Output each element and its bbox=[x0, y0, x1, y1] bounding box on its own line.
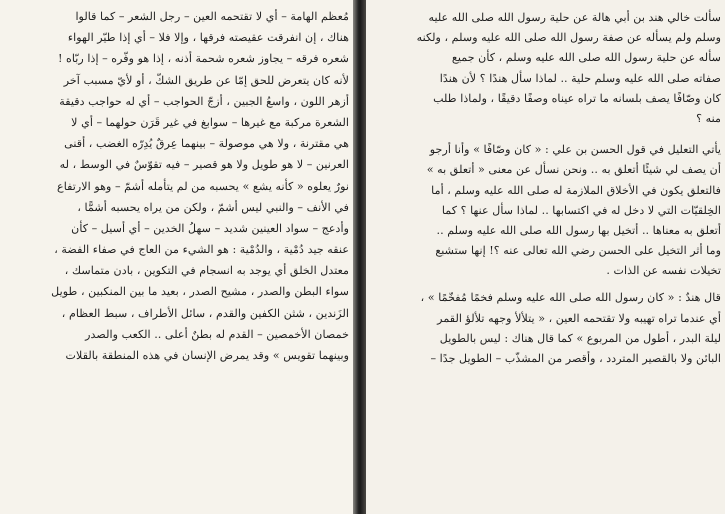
text-line: صفاته صلى الله عليه وسلم حلية .. لماذا سأل هندًا ؟ لأن هندًا bbox=[439, 71, 721, 85]
text-line: أي عندما تراه تهيبه ولا تقتحمه العين ، « يتلألأ وجهه تلألؤ القمر bbox=[437, 311, 721, 325]
text-line: الشعرة مركبة مع غيرها – سوابغ في غير قَرَن حولهما – أي لا bbox=[71, 115, 349, 129]
text-line: شعره فرقه – يجاوز شعره شحمة أذنه ، إذا هو وفّره – إذا ربّاه ! bbox=[57, 52, 349, 66]
paragraph bbox=[372, 288, 721, 369]
text-line: هي مقترنة ، ولا هي موصولة – بينهما عِرقٌ يُدِرّه الغضب ، أقنى bbox=[64, 137, 349, 151]
text-line: فالتعلق يكون في الأخلاق الملازمة له صلى الله عليه وسلم ، أما bbox=[431, 183, 721, 197]
text-line: أتعلق به معناها .. أتخيل بها رسول الله صلى الله عليه وسلم .. bbox=[436, 223, 721, 237]
text-line: ليلة البدر ، أطول من المربوع » كما قال هناك : ليس بالطويل bbox=[439, 331, 721, 345]
text-line: منه ؟ bbox=[696, 111, 721, 125]
text-line: خمصان الأخمصين – القدم له بطنٌ أعلى .. الكعب والصدر bbox=[85, 327, 349, 341]
paragraph bbox=[372, 140, 721, 281]
text-line: معتدل الخلق أي يوجد به انسجام في التكوين ، بادن متماسك ، bbox=[64, 264, 349, 278]
text-line: العرنين – لا هو طويل ولا هو قصير – فيه تقوّسٌ في الوسط ، له bbox=[59, 158, 349, 172]
text-line: سألت خالي هند بن أبي هالة عن حلية رسول الله صلى الله عليه bbox=[428, 11, 721, 24]
text-line: هناك ، إن انفرقت عقيصته فرقها ، وإلا فلا – أي إذا طيّر الهواء bbox=[67, 31, 349, 45]
text-line: وسلم ولم يسأله عن صفة رسول الله صلى الله عليه وسلم ، ولكنه bbox=[416, 31, 721, 45]
text-line: وما أثر التخيل على الحسن رضي الله تعالى عنه ؟! إنها ستشبع bbox=[435, 244, 721, 258]
book-gutter bbox=[353, 0, 366, 514]
text-line: مُعظم الهامة – أي لا تقتحمه العين – رجل الشعر – كما قالوا bbox=[75, 10, 349, 23]
paragraph-gap bbox=[372, 129, 721, 140]
text-line: تخيلات نفسه عن الذات . bbox=[606, 264, 721, 278]
right-page bbox=[366, 0, 725, 514]
left-page bbox=[0, 0, 353, 514]
text-line: الخِلقيّات التي لا دخل له في اكتسابها .. لماذا سأل عنها ؟ كما bbox=[441, 203, 721, 217]
text-line: وأدعج – سواد العينين شديد – سهلُ الخدين – أي أسيل – كأن bbox=[71, 221, 349, 235]
paragraph bbox=[372, 8, 721, 129]
text-line: أن يصف لي شيئًا أتعلق به .. ونحن نسأل عن معنى « أتعلق به » bbox=[426, 163, 721, 177]
text-line: عنقه جيد دُمْية ، والدُمْية : هو الشيء من العاج في صفاء الفضة ، bbox=[54, 243, 349, 257]
text-line: أزهر اللون ، واسعُ الجبين ، أزجّ الحواجب – أي له حواجب دقيقة bbox=[59, 94, 349, 108]
text-line: البائن ولا بالقصير المتردد ، وأقصر من المشذّب – الطويل جدًا – bbox=[430, 352, 721, 365]
text-line: سأله عن حلية رسول الله صلى الله عليه وسلم ، كأن جميع bbox=[451, 51, 721, 65]
text-line: لأنه كان يتعرض للحق إمّا عن طريق الشكّ ، أو لأيّ مسبب آخر bbox=[63, 73, 349, 87]
text-line: قال هندٌ : « كان رسول الله صلى الله عليه وسلم فخمًا مُفخّمًا » ، bbox=[420, 291, 721, 305]
text-line: وبينهما تقويس » وقد يمرض الإنسان في هذه المنطقة بالقلات bbox=[65, 349, 349, 362]
text-line: الزَندين ، شثن الكفين والقدم ، سائل الأطراف ، سبط العظام ، bbox=[61, 306, 349, 320]
paragraph-gap bbox=[372, 281, 721, 288]
text-line: يأتي التعليل في قول الحسن بن علي : « كان وصّافًا » وأنا أرجو bbox=[429, 143, 721, 157]
text-line: نورٌ يعلوه « كأنه يشع » يحسبه من لم يتأمله أشمّ – وهو الارتفاع bbox=[57, 179, 349, 193]
text-line: كان وصّافًا يصف بلسانه ما تراه عيناه وصفًا دقيقًا ، ولماذا طلب bbox=[433, 91, 721, 105]
text-line: في الأنف – والنبي ليس أشمّ ، ولكن من يراه يحسبه أشمًّا ، bbox=[77, 200, 349, 214]
text-line: سواء البطن والصدر ، مشيح الصدر ، بعيد ما بين المنكبين ، طويل bbox=[51, 285, 349, 299]
